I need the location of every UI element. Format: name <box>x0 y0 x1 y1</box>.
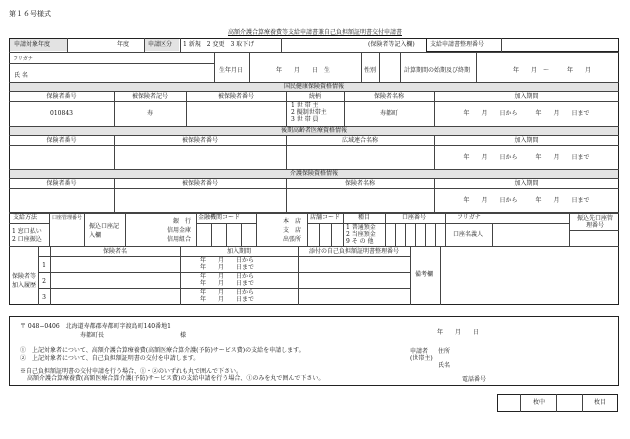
koki-col-insurer-no: 保険者番号 <box>46 137 77 144</box>
transfer-label: 振込口座記入欄 <box>89 223 120 239</box>
relation-option-3[interactable]: 3 世 帯 員 <box>291 116 319 123</box>
bank-type-2[interactable]: 信用金庫 <box>167 227 192 234</box>
address-label: 住所 <box>438 348 451 355</box>
kokuho-col-period: 加入期間 <box>514 93 539 100</box>
pay-method-label: 支給方法 <box>13 214 38 221</box>
kind-option-1[interactable]: 1 普通預金 <box>346 224 376 231</box>
name-field[interactable] <box>50 64 212 82</box>
branch-type-1[interactable]: 本 店 <box>283 218 302 225</box>
sheets-of-label: 枚中 <box>533 399 546 406</box>
kind-label: 申請区分 <box>148 41 173 48</box>
history-col-note: 添付の自己負担額証明書整理番号 <box>308 248 399 255</box>
history-row-to[interactable]: 年 月 日まで <box>200 280 255 287</box>
dob-units: 年 月 日 生 <box>276 67 331 74</box>
koki-col-union-name: 広域連合名称 <box>341 137 378 144</box>
pay-option-1[interactable]: 1 窓口払い <box>12 228 42 235</box>
statement-1[interactable]: ① 上記対象者について、高額介護合算療養費(高額医療合算介護(予防)サービス費)の支給を申請します。 <box>20 347 305 354</box>
history-row-num: 2 <box>42 278 46 285</box>
history-col-period: 加入期間 <box>226 248 251 255</box>
bank-type-1[interactable]: 銀 行 <box>173 218 192 225</box>
history-row-num: 3 <box>42 294 46 301</box>
kaigo-period-value[interactable]: 年 月 日から 年 月 日まで <box>463 197 590 204</box>
statement-2[interactable]: ② 上記対象者について、自己負担額証明書の交付を申請します。 <box>20 355 200 362</box>
kaigo-col-insurer-name: 保険者名称 <box>344 180 375 187</box>
kind-option-2[interactable]: 2 当座預金 <box>346 231 376 238</box>
pay-manage-label: 振込先口座管理番号 <box>577 215 614 229</box>
history-side-label: 保険者等加入履歴 <box>11 273 36 289</box>
kokuho-col-insurer-name: 保険者名称 <box>373 93 404 100</box>
koki-col-period: 加入期間 <box>514 137 539 144</box>
kaigo-col-insured-no: 被保険者番号 <box>181 180 218 187</box>
pay-option-2[interactable]: 2 口座振込 <box>12 236 42 243</box>
branch-type-3[interactable]: 出張所 <box>283 236 302 243</box>
history-row-from[interactable]: 年 月 日から <box>200 289 255 296</box>
koki-header: 後期高齢者医療資格情報 <box>280 127 347 134</box>
kaigo-col-period: 加入期間 <box>514 180 539 187</box>
history-row-from[interactable]: 年 月 日から <box>200 257 255 264</box>
kokuho-col-insurer-no: 保険者番号 <box>46 93 77 100</box>
history-row-from[interactable]: 年 月 日から <box>200 273 255 280</box>
kaigo-col-insurer-no: 保険者番号 <box>46 180 77 187</box>
kokuho-col-insured-no: 被保険者番号 <box>217 93 254 100</box>
applicant-label: 申請者 <box>410 348 429 355</box>
period-label: 計算期間の始期及び終期 <box>404 67 471 74</box>
date-units[interactable]: 年 月 日 <box>437 329 480 336</box>
target-year-label: 申請対象年度 <box>14 41 51 48</box>
window-manage-label: 口座管理番号 <box>52 215 83 221</box>
kind-label-bank: 種目 <box>358 214 371 221</box>
applicant-sub: (世帯主) <box>410 355 433 362</box>
holder-label: 口座名義人 <box>453 231 484 238</box>
branch-number-label: 支給申請書整理番号 <box>430 41 485 48</box>
history-row-num: 1 <box>42 262 46 269</box>
kokuho-period-value[interactable]: 年 月 日から 年 月 日まで <box>463 110 590 117</box>
name-label: 氏 名 <box>14 72 28 79</box>
kokuho-insured-symbol-value[interactable]: 寿 <box>146 110 153 117</box>
furigana-label: フリガナ <box>13 56 33 62</box>
bank-furigana-label: フリガナ <box>457 214 481 221</box>
kokuho-col-insured-symbol: 被保険者記号 <box>131 93 168 100</box>
address-line: 〒 048−0406 北海道寿都郡寿都町字渡島町140番地1 <box>20 323 171 330</box>
note-1: ※自己負担額証明書の交付申請を行う場合、①・②のいずれも丸で囲んで下さい。 <box>20 368 243 375</box>
relation-option-2[interactable]: 2 擬制世帯主 <box>291 109 327 116</box>
history-col-insurer-name: 保険者名 <box>102 248 127 255</box>
branch-code-label: 店舗コード <box>310 214 341 221</box>
account-no-label: 口座番号 <box>402 214 427 221</box>
period-units: 年 月 〜 年 月 <box>513 67 592 74</box>
year-unit: 年度 <box>117 41 130 48</box>
kokuho-header: 国民健康保険資格情報 <box>283 83 344 90</box>
koki-col-insured-no: 被保険者番号 <box>181 137 218 144</box>
insurer-note: (保険者等記入欄) <box>368 41 415 48</box>
kaigo-header: 介護保険資格情報 <box>289 170 338 177</box>
mayor-suffix: 様 <box>180 332 187 339</box>
koki-period-value[interactable]: 年 月 日から 年 月 日まで <box>463 154 590 161</box>
mayor-line: 寿都町長 <box>80 332 105 339</box>
applicant-name-label: 氏名 <box>438 362 451 369</box>
kind-option-3[interactable]: 9 そ の 他 <box>346 238 374 245</box>
dob-label: 生年月日 <box>219 67 244 74</box>
kokuho-insurer-no-value[interactable]: 010843 <box>50 110 73 117</box>
form-title: 高額介護合算療養費等支給申請書兼自己負担額証明書交付申請書 <box>227 29 402 36</box>
sheet-no-label: 枚目 <box>594 399 607 406</box>
note-2: 高額介護合算療養費(高額医療合算介護(予防)サービス費)の支給申請を行う場合、①のみを丸で囲んで下さい。 <box>27 375 325 382</box>
form-number: 第１６号様式 <box>9 10 51 18</box>
relation-option-1[interactable]: 1 世 帯 主 <box>291 102 319 109</box>
sex-label: 性別 <box>364 67 377 74</box>
history-row-to[interactable]: 年 月 日まで <box>200 264 255 271</box>
kokuho-col-relation: 続柄 <box>308 93 321 100</box>
branch-type-2[interactable]: 支 店 <box>283 227 302 234</box>
kokuho-insurer-name-value[interactable]: 寿都町 <box>379 110 398 117</box>
bank-code-label: 金融機関コード <box>198 214 241 221</box>
remarks-label: 備考欄 <box>415 271 434 278</box>
phone-label: 電話番号 <box>462 376 487 383</box>
bank-type-3[interactable]: 信用組合 <box>167 236 192 243</box>
kind-options[interactable]: 1 新規 2 変更 3 取下げ <box>183 41 255 48</box>
history-row-to[interactable]: 年 月 日まで <box>200 296 255 303</box>
